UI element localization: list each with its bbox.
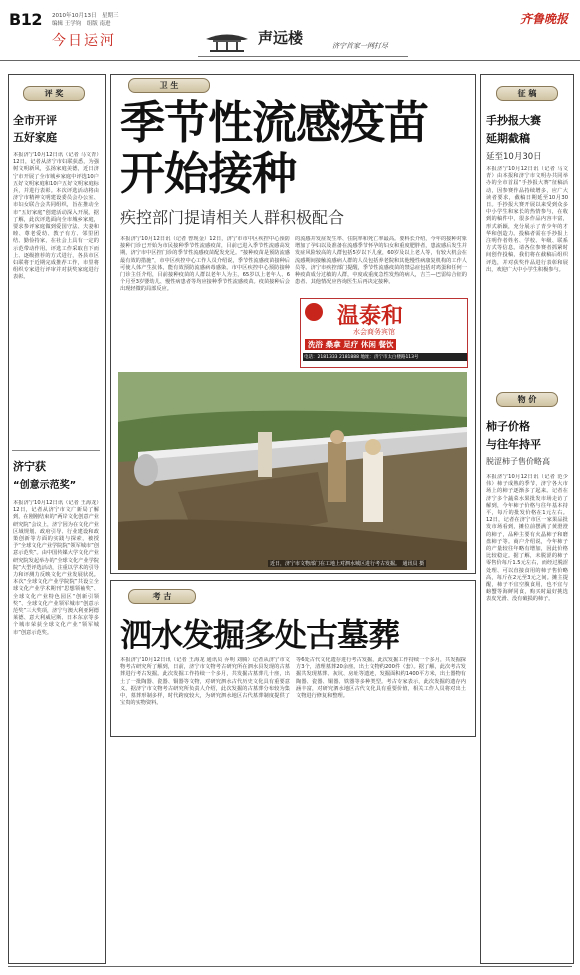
main-headline-line2: 开始接种 [120, 147, 297, 200]
left-divider [12, 450, 100, 451]
right-tag2-pill: 物 价 [496, 392, 558, 407]
main-headline-line1: 季节性流感疫苗 [120, 96, 429, 149]
left-tag-pill: 评 奖 [23, 86, 85, 101]
right-article1-subtitle: 延期截稿 [486, 132, 530, 145]
archaeology-body-col1: 本报济宁10月12日讯（记者 王海龙 通讯员 乔明 刘腾）记者从济宁市文物考古研究所了解到，日前，济宁市文物考古研究所在泗水县发现的古墓葬进行考古发掘。此次发掘工作持续一个多月，共发掘古墓葬几十座，出土了一批陶器、瓷器、铜器等文物，对研究泗水古代历史文化具有重要意义。据济宁市文物考古研究所负责人介绍，此次发掘的古墓葬分布较为集中，墓葬形制多样，时代跨度较大，为研究泗水地区古代墓葬制度提供了宝贵的实物资料。 [120, 657, 290, 707]
right-article2-subtitle: 与往年持平 [486, 438, 541, 451]
main-tag-pill: 卫 生 [128, 78, 210, 93]
page-number: B12 [9, 10, 42, 29]
right-article2-title: 柿子价格 [486, 420, 530, 433]
ad-contact: 电话：2181333 2181888 地址：济宁市太白楼路113号 [303, 353, 467, 361]
left-article2-title: 济宁获 [13, 460, 46, 473]
masthead-banner [198, 26, 408, 57]
ad-badge-icon [305, 303, 323, 321]
page-date: 2010年10月13日 星期三 [52, 13, 119, 19]
left-article2-subtitle: “创意示范奖” [13, 480, 77, 491]
ad-service-line: 洗浴 桑拿 足疗 休闲 餐饮 [305, 339, 396, 350]
archaeology-tag-pill: 考 古 [128, 589, 196, 604]
right-article2-sub2: 脱涩柿子售价略高 [486, 457, 550, 466]
ad-banner[interactable] [300, 298, 468, 368]
archaeology-headline: 泗水发掘多处古墓葬 [120, 616, 400, 654]
left-article1-subtitle: 五好家庭 [13, 131, 57, 144]
left-article1-title: 全市开评 [13, 114, 57, 127]
header-divider [0, 60, 580, 61]
section-title: 今日运河 [52, 33, 116, 49]
right-article1-sub2: 延至10月30日 [486, 152, 542, 162]
ad-title: 温泰和 [337, 303, 404, 329]
photo-caption: 近日，济宁市文物部门在工地上对泗水城区进行考古发掘。 通讯员 摄 [270, 561, 425, 567]
masthead-slogan: 济宁首家一网打尽 [332, 42, 388, 50]
main-body-col1: 本报济宁10月12日讯（记者 曾现金）12日，济宁市市中区疾控中心预防接种门诊已开始为市民接种季节性流感疫苗，目前已进入季节性流感高发期，济宁市中区控门诊的季节性流感疫苗配发充足。“接种疫苗是预防流感最有效的措施”，市中区疾控中心工作人员介绍说，季节性流感疫苗接种后可使人体产生抗体，能有效预防流感病毒感染。市中区疾控中心预防接种门诊主任介绍，目前接种疫苗的人群以老年人为主，65岁以上老年人、6个月至3岁婴幼儿、慢性病患者等均应接种季节性流感疫苗。疫苗接种后会出现轻微的局部反应。 [120, 236, 290, 293]
main-photo [118, 372, 467, 570]
right-article1-body: 本报济宁10月12日讯（记者 马文青）由本报和济宁市文明办共同举办的全市首届“手抄报大赛”征稿活动，因参赛作品持续增多，应广大读者要求，截稿日期延至10月30日。手抄报大赛开展以来受到众多中小学生和家长的热情参与，在收到的稿件中，很多作品内容丰富，形式新颖，充分展示了青少年的才华和创造力。投稿者需在手抄报上注明作者姓名、学校、年级、联系方式等信息。请各位参赛者抓紧时间创作投稿，我们将在截稿后组织评选，并对获奖作品进行表彰和展出，欢迎广大中小学生积极参与。 [486, 166, 568, 273]
right-article1-title: 手抄报大赛 [486, 114, 541, 127]
footer-divider [8, 966, 572, 967]
ad-subtitle: 水会商务宾馆 [353, 328, 395, 336]
masthead-pavilion-icon [204, 30, 250, 52]
right-tag1-pill: 征 稿 [496, 86, 558, 101]
archaeology-body-col2: 等6处古代文化遗存进行考古发掘，此次发掘工作持续一个多月，共发掘探方3个，清理墓葬20余座。出土文物约200件（套）。据了解，此次考古发掘共发现墓葬、灰坑、房址等遗迹，发掘面积约1400平方米，出土器物有陶器、瓷器、铜器、铁器等多种类型。考古专家表示，此次发掘的遗存内涵丰富，对研究泗水地区古代文化具有重要价值，相关工作人员将对出土文物进行修复和整理。 [296, 657, 466, 700]
right-article2-body: 本报济宁10月12日讯（记者 范少伟）柿子成熟的季节，济宁各大市场上的柿子逐渐多了起来。记者在济宁多个蔬菜水果批发市场走访了解到，今年柿子价格与往年基本持平，每斤的批发价格在1元左右。12日，记者在济宁市区一家果品批发市场看到，摊位前摆满了黄澄澄的柿子，品种主要有火晶柿子和磨盘柿子等。商户介绍说，今年柿子的产量较往年略有增加，因此价格比较稳定。据了解，未脱涩的柿子零售价每斤1.5元左右，而经过脱涩处理、可以直接食用的柿子售价略高，每斤在2元至3元之间。摊主提醒，柿子不宜空腹食用，也不宜与螃蟹等海鲜同食，购买时最好挑选表皮光滑、没有破损的柿子。 [486, 474, 568, 603]
left-article1-body: 本报济宁10月12日讯（记者 马文青）12日，记者从济宁市妇联获悉，为强树文明新风，弘扬家庭美德，近日济宁市开展了全市城乡家庭中评选10户五好文明家庭和10户五好文明家庭标兵，并进行表彰。本次评选活动将由济宁市精神文明建设委员会办公室、市妇女联合会共同组织，旨在推动全市“五好家庭”创建活动深入开展。据了解，此次评选面向全市城乡家庭，要求参评家庭做到爱国守法、夫妻和睦、尊老爱幼、教子有方、邻里团结、勤俭持家，在社会上具有一定的示范带动作用。评选工作采取自下而上、逐级推荐的方式进行，各县市区妇联将于近期完成推荐工作，市里将组织专家进行评审并对获奖家庭进行表彰。 [13, 152, 99, 281]
main-body-col2: 的流感并发症发生率、住院率和死亡率最高。要科长介绍，今年的接种对象增加了孕妇以及准备在流感季节怀孕的妇女和重度肥胖者，患流感后发生并发症风险较高的人群包括5岁以下儿童，60岁及以上老人等，有较大机会在流感期间接触流感病人群的人员包括养老院和其他慢性病康复机构的工作人员等。济宁市疾控部门提醒，季节性流感疫苗的禁忌症包括对鸡蛋和任何一种疫苗成分过敏的人群，中度或重度急性发热的病人，吉兰—巴雷综合征的患者、其他情况应咨询医生后再决定接种。 [295, 236, 467, 286]
masthead-title: 声远楼 [258, 29, 304, 47]
left-article2-body: 本报济宁10月12日讯（记者 王海龙）12日，记者从济宁市文广新局了解到，在刚刚结束的“两岸文化创意产业研究院”会议上，济宁因为在文化产业区域规划、政府引导、行业建设和政策创新等方面的实践与探索，被授予“全球文化产业学院院“领军城市”创意示范奖”。由中国传媒大学文化产业研究院发起举办的“全球文化产业学院院”大型评选活动，注重以学术的引导力和评测力反映文化产业发展状况。本次“全球文化产业学院院”共设立全球文化产业学术期刊“思想领袖奖”、全球文化产业特色园区“创新引领奖”、全球文化产业领军城市“创意示范奖”三大奖项，济宁与澳大利亚阿德莱德、意大利威尼斯、日本东京等多个城市荣获全球文化产业“领军城市”创意示范奖。 [13, 500, 99, 636]
main-subheadline: 疾控部门提请相关人群积极配合 [120, 208, 345, 227]
paper-logo: 齐鲁晚报 [520, 12, 569, 26]
page-editor: 编辑 王学钧 组版 南进 [52, 21, 111, 27]
